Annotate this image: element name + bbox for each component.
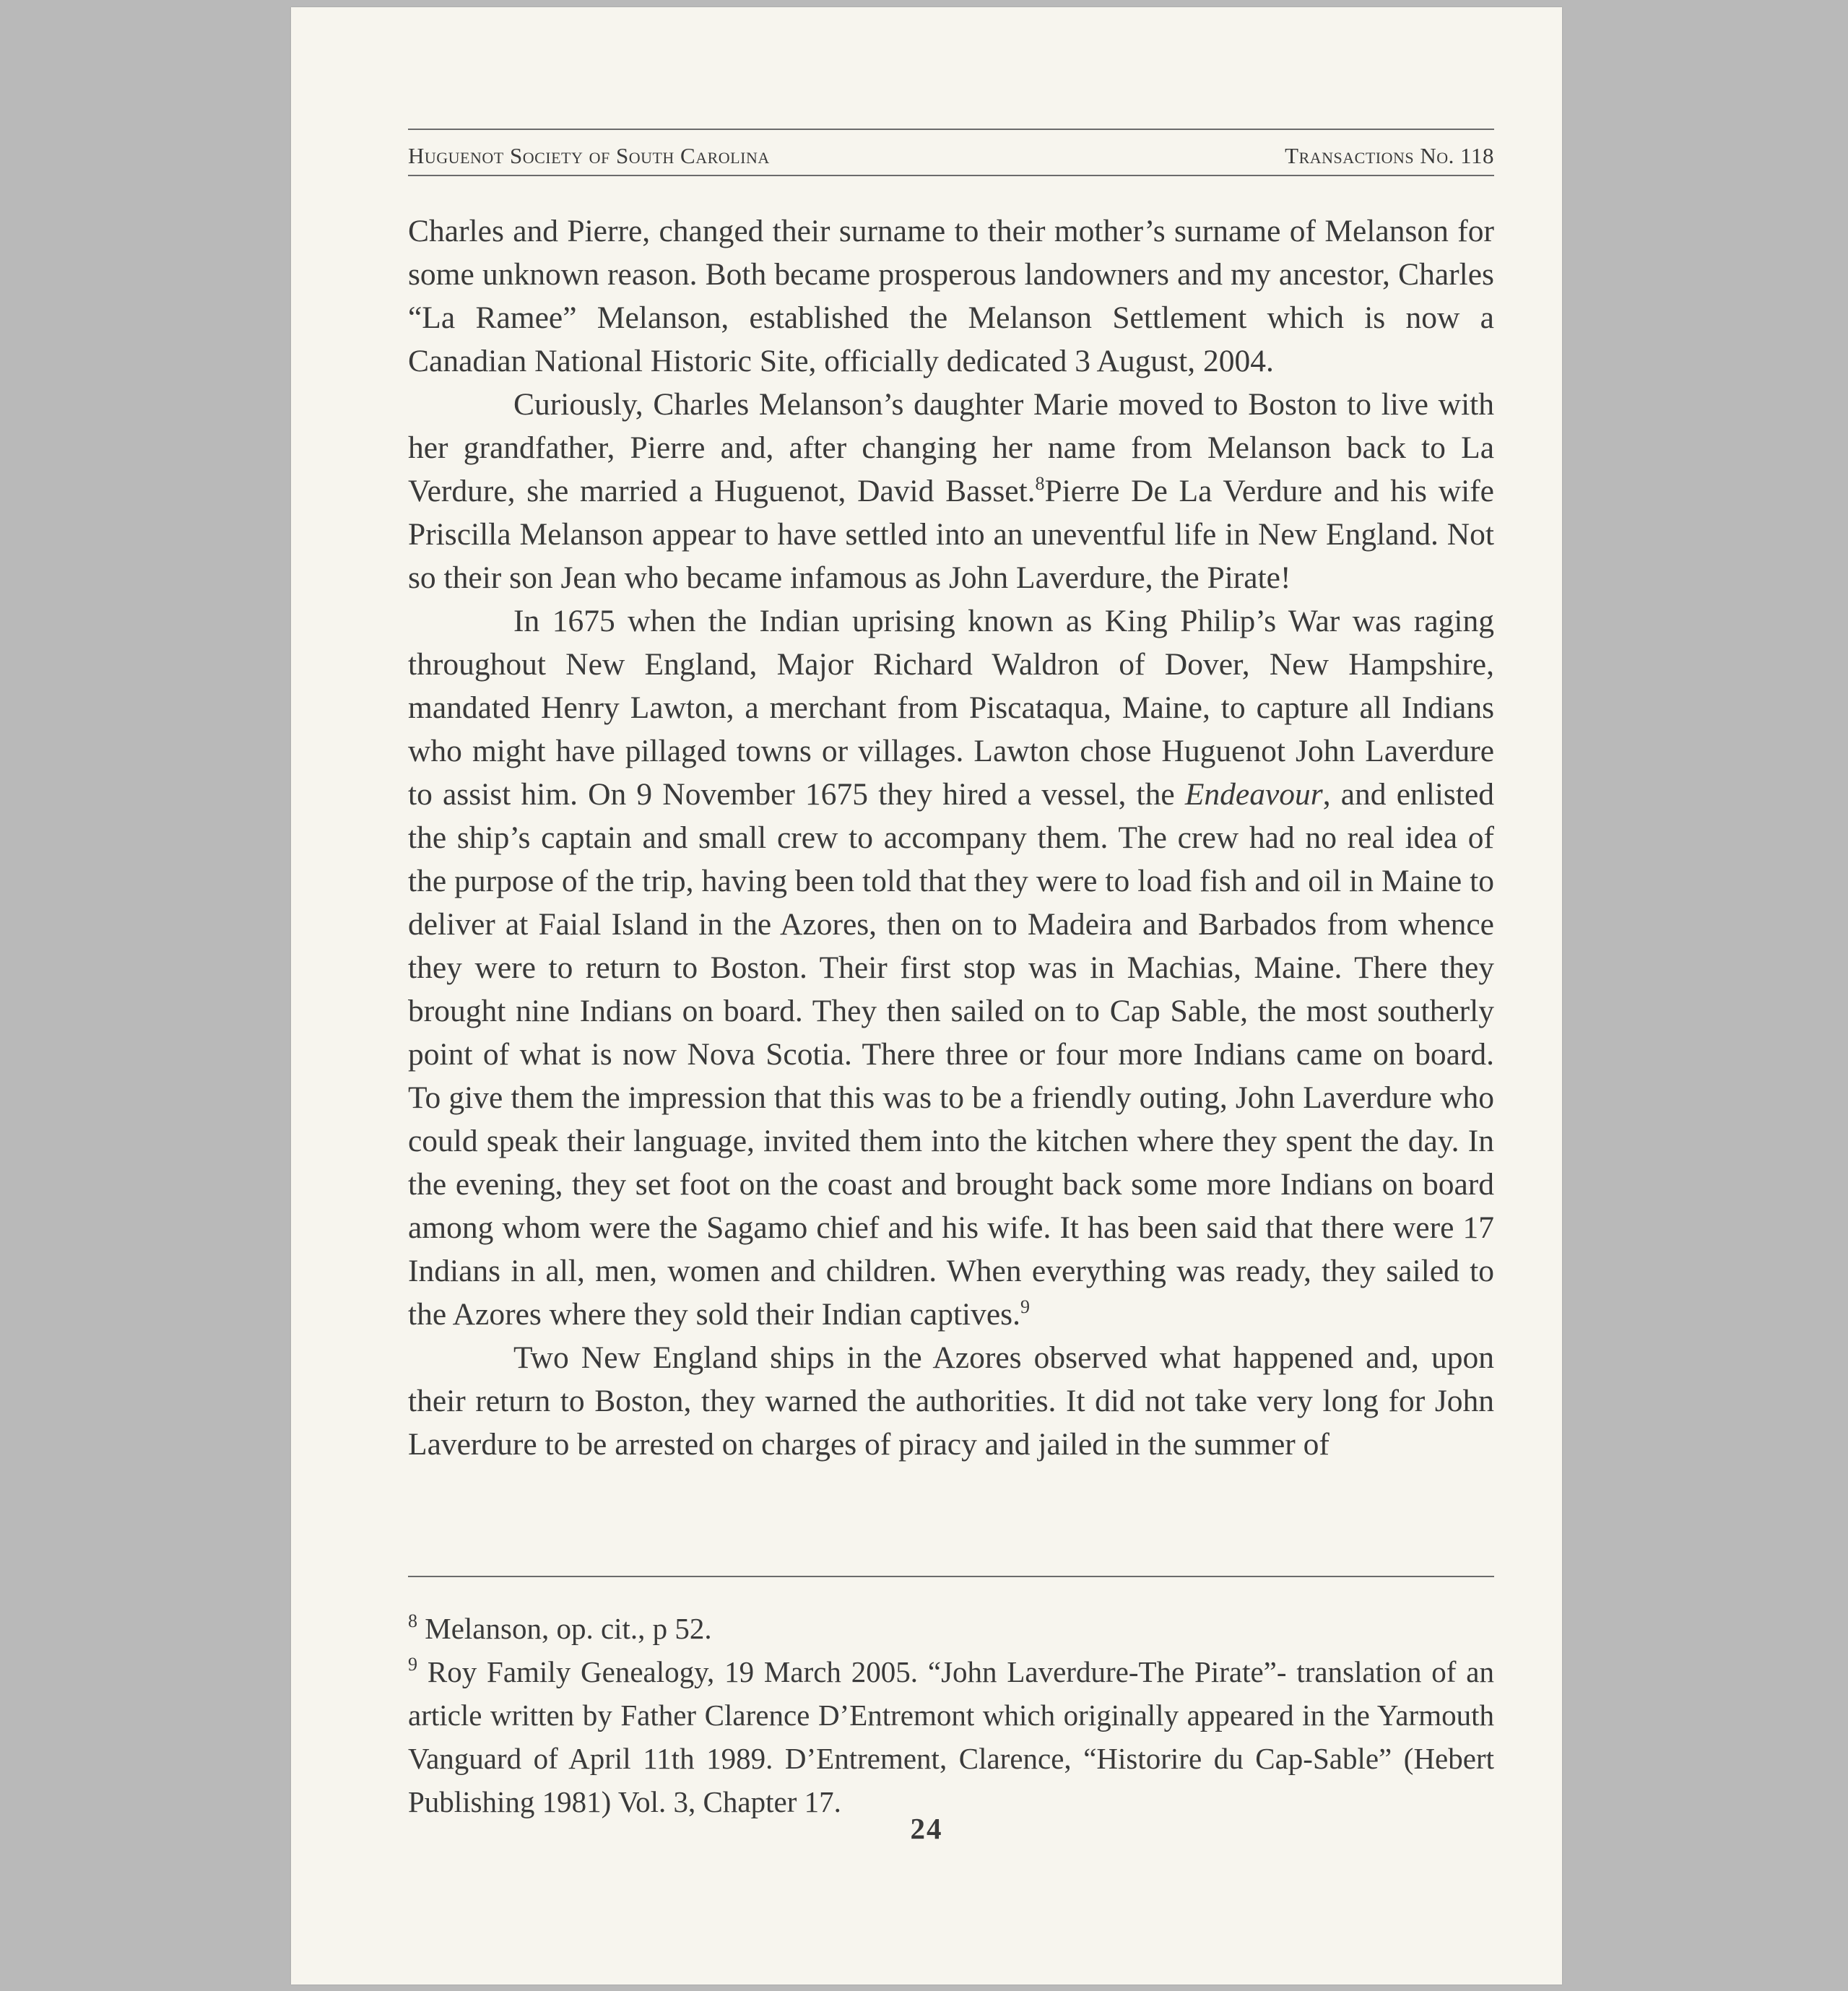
page-number: 24 [910, 1812, 943, 1845]
running-head-volume: Transactions No. 118 [1285, 143, 1494, 168]
footnote-9 [408, 1650, 1494, 1823]
footnotes [408, 1607, 1494, 1823]
paragraph-2-text-b: Pierre De La Verdure and his wife Priscilla Melanson appear to have settled into an uneventful life in New England. Not so their son Jean who became infamous as John Laverdure, the Pirate! [408, 474, 1494, 595]
running-head [408, 129, 1494, 176]
document-page [291, 7, 1562, 1985]
paragraph-1: Charles and Pierre, changed their surname to their mother’s surname of Melanson for some unknown reason. Both became prosperous landowners and my ancestor, Charles “La Ramee” Melanson, established the Melanson Settlement which is now a Canadian National Historic Site, officially dedicated 3 August, 2004. [408, 214, 1494, 378]
ship-name: Endeavour [1184, 777, 1323, 812]
footnote-ref-9: 9 [1020, 1296, 1030, 1317]
paragraph-4: Two New England ships in the Azores observed what happened and, upon their return to Boston, they warned the authorities. It did not take very long for John Laverdure to be arrested on charges of piracy and jailed in the summer of [408, 1340, 1494, 1462]
footnote-9-number: 9 [408, 1654, 417, 1675]
paragraph-3 [408, 599, 1494, 1336]
footnote-8-number: 8 [408, 1610, 417, 1631]
paragraph-2-text-a: Curiously, Charles Melanson’s daughter Marie moved to Boston to live with her grandfather, Pierre and, after changing her name from Melanson back to La Verdure, she married a Huguenot, David Basset. [408, 387, 1494, 508]
paragraph-2 [408, 383, 1494, 599]
footnote-ref-8: 8 [1035, 473, 1045, 494]
footnote-9-text: Roy Family Genealogy, 19 March 2005. “John Laverdure-The Pirate”- translation of an article written by Father Clarence D’Entremont which originally appeared in the Yarmouth Vanguard of April 11th 1989. D’Entrement, Clarence, “Historire du Cap-Sable” (Hebert Publishing 1981) Vol. 3, Chapter 17. [408, 1655, 1494, 1818]
footnote-divider [408, 1576, 1494, 1577]
footnote-8-text: Melanson, op. cit., p 52. [417, 1612, 712, 1645]
footnote-8 [408, 1607, 1494, 1650]
paragraph-3-text-b: , and enlisted the ship’s captain and small crew to accompany them. The crew had no real idea of the purpose of the trip, having been told that they were to load fish and oil in Maine to deliver at Faial Island in the Azores, then on to Madeira and Barbados from whence they were to return to Boston. Their first stop was in Machias, Maine. There they brought nine Indians on board. They then sailed on to Cap Sable, the most southerly point of what is now Nova Scotia. There three or four more Indians came on board. To give them the impression that this was to be a friendly outing, John Laverdure who could speak their language, invited them into the kitchen where they spent the day. In the evening, they set foot on the coast and brought back some more Indians on board among whom were the Sagamo chief and his wife. It has been said that there were 17 Indians in all, men, women and children. When everything was ready, they sailed to the Azores where they sold their Indian captives. [408, 777, 1494, 1332]
running-head-title: Huguenot Society of South Carolina [408, 143, 770, 168]
paragraph-3-text-a: In 1675 when the Indian uprising known as King Philip’s War was raging throughout New England, Major Richard Waldron of Dover, New Hampshire, mandated Henry Lawton, a merchant from Piscataqua, Maine, to capture all Indians who might have pillaged towns or villages. Lawton chose Huguenot John Laverdure to assist him. On 9 November 1675 they hired a vessel, the [408, 604, 1494, 812]
body-text [408, 209, 1494, 1466]
